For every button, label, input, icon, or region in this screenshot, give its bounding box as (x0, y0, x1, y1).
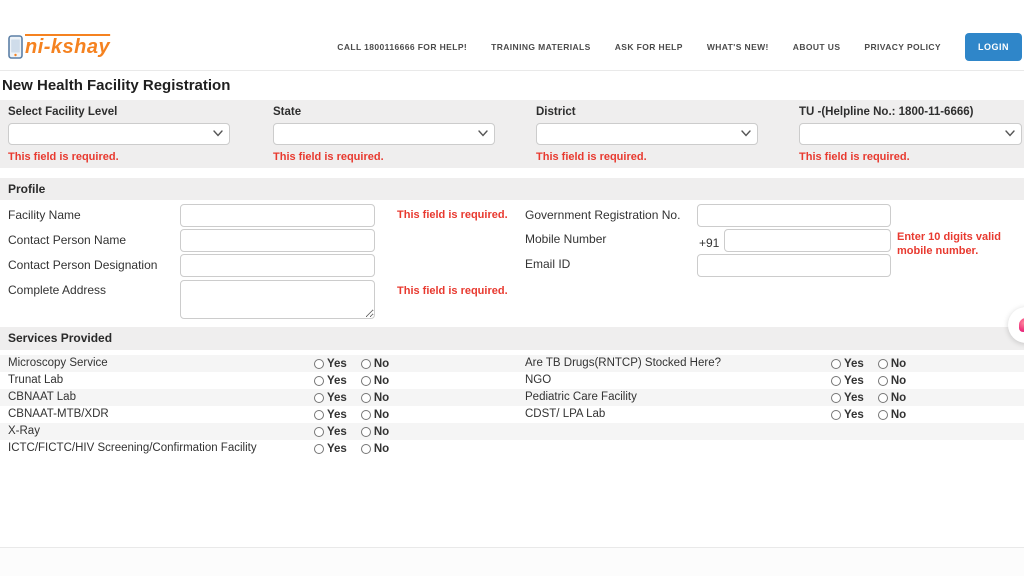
chat-widget-icon (1019, 318, 1024, 332)
no-label[interactable]: No (890, 408, 907, 421)
district-field (536, 106, 758, 163)
yes-label[interactable]: Yes (844, 408, 864, 421)
no-radio[interactable] (361, 444, 371, 454)
radio-group-cbnaat (314, 389, 389, 406)
yes-label[interactable]: Yes (327, 442, 347, 455)
no-label[interactable]: No (373, 374, 390, 387)
profile-section-header: Profile (0, 178, 1024, 200)
email-id-input[interactable] (697, 254, 891, 277)
tu-select[interactable] (799, 123, 1022, 145)
yes-label[interactable]: Yes (327, 425, 347, 438)
radio-group-ngo (831, 372, 906, 389)
contact-person-name-input[interactable] (180, 229, 375, 252)
facility-level-select[interactable] (8, 123, 230, 145)
nav-call-for-help[interactable]: CALL 1800116666 FOR HELP! (337, 42, 468, 52)
no-radio[interactable] (878, 376, 888, 386)
state-error: This field is required. (273, 151, 384, 163)
no-label[interactable]: No (890, 391, 907, 404)
contact-person-designation-label: Contact Person Designation (8, 258, 158, 272)
tu-field (799, 106, 1022, 163)
top-navbar (0, 0, 1024, 71)
mobile-number-label: Mobile Number (525, 232, 607, 246)
nav-training-materials[interactable]: TRAINING MATERIALS (491, 42, 591, 52)
nav-ask-for-help[interactable]: ASK FOR HELP (614, 42, 683, 52)
service-row-cbnaat (0, 389, 1024, 406)
service-row-ictc (0, 440, 1024, 457)
no-label[interactable]: No (373, 391, 390, 404)
radio-group-ictc (314, 440, 389, 457)
mobile-number-error: Enter 10 digits valid mobile number. (897, 231, 1001, 257)
facility-name-error: This field is required. (397, 209, 508, 221)
government-registration-label: Government Registration No. (525, 208, 681, 222)
service-row-trunat (0, 372, 1024, 389)
district-error: This field is required. (536, 151, 647, 163)
yes-radio[interactable] (314, 427, 324, 437)
yes-radio[interactable] (314, 376, 324, 386)
yes-label[interactable]: Yes (327, 408, 347, 421)
no-label[interactable]: No (373, 425, 390, 438)
service-label: CBNAAT Lab (8, 391, 76, 403)
service-label: Are TB Drugs(RNTCP) Stocked Here? (525, 357, 721, 369)
top-nav-links (337, 33, 1022, 61)
no-radio[interactable] (878, 359, 888, 369)
yes-radio[interactable] (831, 359, 841, 369)
services-section-header: Services Provided (0, 327, 1024, 350)
government-registration-input[interactable] (697, 204, 891, 227)
facility-name-input[interactable] (180, 204, 375, 227)
district-label: District (536, 106, 576, 118)
radio-group-cbnaat-mtb (314, 406, 389, 423)
yes-radio[interactable] (831, 393, 841, 403)
service-label: CBNAAT-MTB/XDR (8, 408, 109, 420)
nav-whats-new[interactable]: WHAT'S NEW! (706, 42, 769, 52)
facility-level-label: Select Facility Level (8, 106, 118, 118)
no-radio[interactable] (361, 410, 371, 420)
no-label[interactable]: No (373, 408, 390, 421)
contact-person-designation-input[interactable] (180, 254, 375, 277)
service-label: X-Ray (8, 425, 40, 437)
mobile-country-code: +91 (699, 236, 720, 250)
phone-icon (8, 35, 23, 59)
yes-radio[interactable] (831, 376, 841, 386)
facility-name-label: Facility Name (8, 208, 81, 222)
yes-radio[interactable] (314, 444, 324, 454)
yes-label[interactable]: Yes (327, 391, 347, 404)
service-row-microscopy (0, 355, 1024, 372)
state-field (273, 106, 495, 163)
service-label: ICTC/FICTC/HIV Screening/Confirmation Facility (8, 442, 257, 454)
no-radio[interactable] (361, 359, 371, 369)
yes-label[interactable]: Yes (844, 357, 864, 370)
no-radio[interactable] (361, 393, 371, 403)
complete-address-error: This field is required. (397, 285, 508, 297)
radio-group-tb-drugs (831, 355, 906, 372)
radio-group-cdst (831, 406, 906, 423)
no-label[interactable]: No (373, 357, 390, 370)
contact-person-name-label: Contact Person Name (8, 233, 127, 247)
no-radio[interactable] (878, 410, 888, 420)
location-selects-band (0, 100, 1024, 168)
complete-address-textarea[interactable] (180, 280, 375, 319)
yes-label[interactable]: Yes (327, 374, 347, 387)
service-row-xray (0, 423, 1024, 440)
yes-radio[interactable] (314, 410, 324, 420)
no-radio[interactable] (878, 393, 888, 403)
services-list (0, 355, 1024, 457)
service-label: Trunat Lab (8, 374, 64, 386)
service-label: CDST/ LPA Lab (525, 408, 606, 420)
yes-label[interactable]: Yes (844, 391, 864, 404)
page-title: New Health Facility Registration (2, 77, 231, 94)
nav-about-us[interactable]: ABOUT US (792, 42, 841, 52)
state-label: State (273, 106, 302, 118)
service-label: Pediatric Care Facility (525, 391, 637, 403)
facility-level-error: This field is required. (8, 151, 119, 163)
facility-level-field (8, 106, 230, 163)
state-select[interactable] (273, 123, 495, 145)
yes-radio[interactable] (314, 393, 324, 403)
footer-band (0, 547, 1024, 576)
district-select[interactable] (536, 123, 758, 145)
nav-privacy-policy[interactable]: PRIVACY POLICY (864, 42, 941, 52)
logo-text: ni-kshay (25, 35, 111, 58)
email-id-label: Email ID (525, 257, 571, 271)
tu-label: TU -(Helpline No.: 1800-11-6666) (799, 106, 974, 118)
no-label[interactable]: No (373, 442, 390, 455)
no-radio[interactable] (361, 427, 371, 437)
login-button[interactable]: LOGIN (965, 33, 1022, 61)
radio-group-pediatric (831, 389, 906, 406)
tu-error: This field is required. (799, 151, 910, 163)
no-radio[interactable] (361, 376, 371, 386)
nikshay-logo[interactable] (8, 35, 110, 59)
yes-label[interactable]: Yes (844, 374, 864, 387)
profile-form (0, 200, 1024, 325)
radio-group-xray (314, 423, 389, 440)
yes-label[interactable]: Yes (327, 357, 347, 370)
no-label[interactable]: No (890, 357, 907, 370)
service-label: NGO (525, 374, 552, 386)
service-row-cbnaat-mtb (0, 406, 1024, 423)
radio-group-microscopy (314, 355, 389, 372)
yes-radio[interactable] (831, 410, 841, 420)
service-label: Microscopy Service (8, 357, 108, 369)
yes-radio[interactable] (314, 359, 324, 369)
complete-address-label: Complete Address (8, 283, 107, 297)
radio-group-trunat (314, 372, 389, 389)
mobile-number-input[interactable] (724, 229, 891, 252)
no-label[interactable]: No (890, 374, 907, 387)
